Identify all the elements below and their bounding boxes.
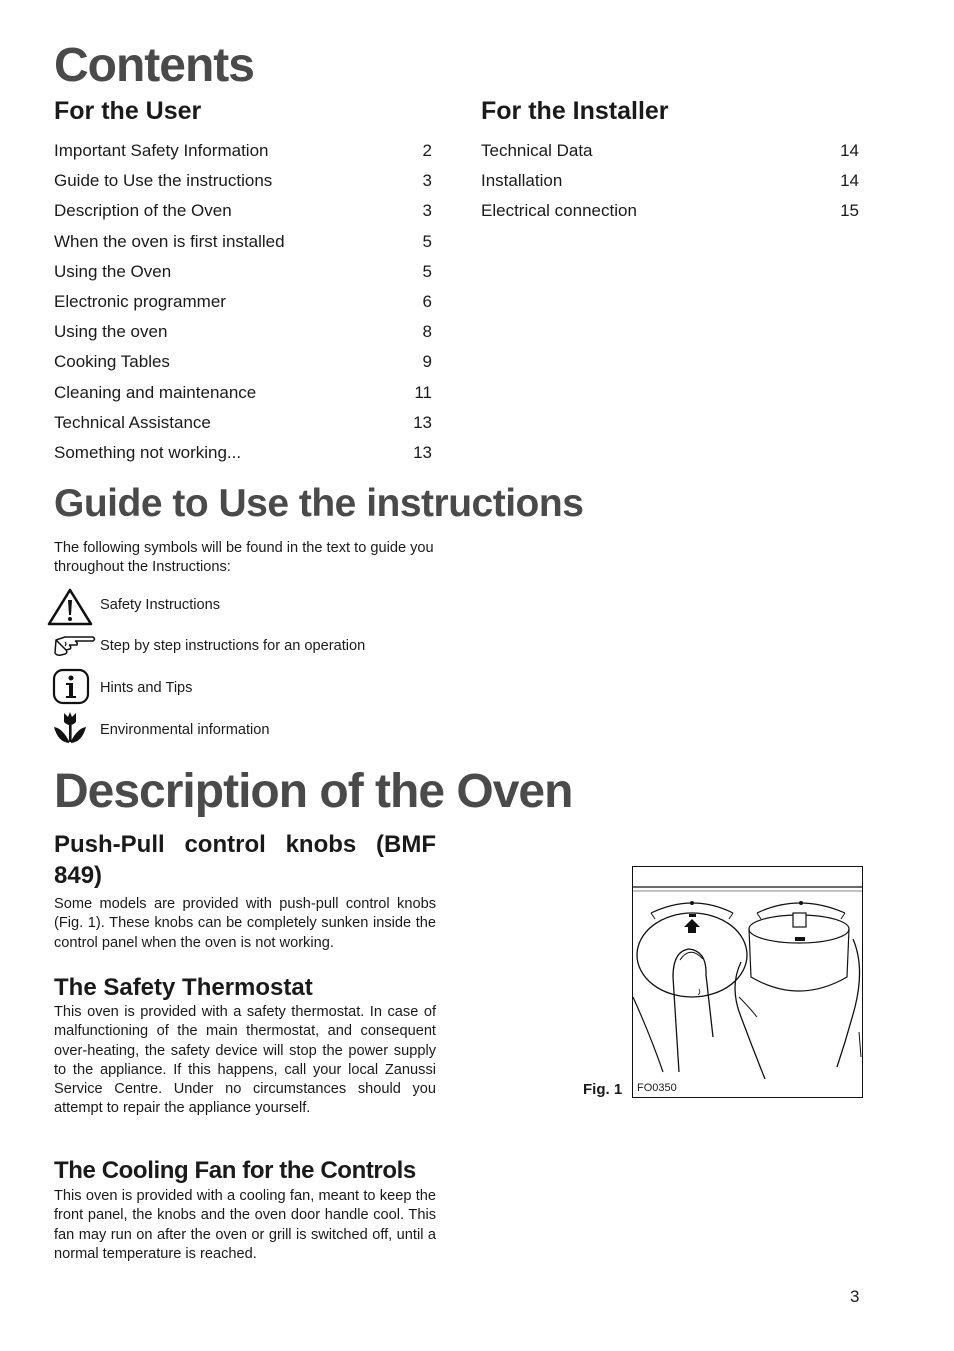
toc-page: 2 [422, 141, 432, 160]
section-title: Push-Pull control knobs (BMF 849) [54, 831, 436, 889]
toc-page: 9 [422, 352, 432, 371]
guide-intro: The following symbols will be found in the text to guide you throughout the Instructions: [54, 540, 434, 576]
toc-entry[interactable] [54, 231, 432, 253]
toc-entry[interactable] [54, 261, 432, 283]
push-pull-knobs-illustration [633, 867, 862, 1097]
info-icon [47, 668, 93, 708]
toc-entry[interactable] [481, 170, 859, 192]
toc-entry[interactable] [481, 140, 859, 162]
toc-entry[interactable] [54, 140, 432, 162]
page-number: 3 [850, 1287, 860, 1306]
symbol-label: Environmental information [100, 722, 270, 738]
toc-label: Cleaning and maintenance [54, 383, 257, 402]
toc-entry[interactable] [54, 351, 432, 373]
pointing-hand-icon [47, 628, 93, 668]
toc-entry[interactable] [54, 412, 432, 434]
toc-entry[interactable] [481, 200, 859, 222]
toc-label: Guide to Use the instructions [54, 171, 273, 190]
toc-label: Using the Oven [54, 262, 172, 281]
toc-page: 6 [422, 292, 432, 311]
toc-label: Electronic programmer [54, 292, 226, 311]
section-body: This oven is provided with a cooling fan, meant to keep the front panel, the knobs and the oven door handle cool. This fan may run on after the oven or grill is switched off, until a normal temperature is reached. [54, 1188, 436, 1262]
user-toc-heading: For the User [54, 97, 202, 125]
toc-entry[interactable] [54, 200, 432, 222]
description-heading: Description of the Oven [54, 765, 573, 818]
section-title: The Cooling Fan for the Controls [54, 1157, 416, 1184]
toc-page: 14 [840, 171, 859, 190]
toc-label: When the oven is first installed [54, 232, 285, 251]
flower-icon [47, 710, 93, 750]
toc-label: Electrical connection [481, 201, 637, 220]
toc-page: 8 [422, 322, 432, 341]
figure-code: FO0350 [637, 1082, 677, 1094]
toc-entry[interactable] [54, 382, 432, 404]
toc-entry[interactable] [54, 291, 432, 313]
toc-page: 13 [413, 443, 432, 462]
toc-label: Important Safety Information [54, 141, 269, 160]
section-body: This oven is provided with a safety thermostat. In case of malfunctioning of the main thermostat, and consequent over-heating, the safety device will stop the power supply to the appliance. If this happens, call your local Zanussi Service Centre. Under no circumstances should you attempt to repair the appliance yourself. [54, 1004, 436, 1117]
toc-page: 5 [422, 232, 432, 251]
guide-heading: Guide to Use the instructions [54, 482, 584, 525]
symbol-label: Hints and Tips [100, 680, 193, 696]
toc-page: 11 [414, 383, 432, 402]
section-title: The Safety Thermostat [54, 974, 313, 1001]
warning-triangle-icon [47, 587, 93, 627]
toc-entry[interactable] [54, 321, 432, 343]
symbol-label: Step by step instructions for an operation [100, 638, 366, 654]
toc-entry[interactable] [54, 442, 432, 464]
figure-label: Fig. 1 [583, 1081, 623, 1098]
toc-page: 3 [422, 171, 432, 190]
figure-1 [632, 866, 863, 1098]
section-body: Some models are provided with push-pull control knobs (Fig. 1). These knobs can be completely sunken inside the control panel when the oven is not working. [54, 896, 436, 951]
toc-label: Technical Data [481, 141, 593, 160]
toc-page: 5 [422, 262, 432, 281]
toc-entry[interactable] [54, 170, 432, 192]
toc-label: Using the oven [54, 322, 168, 341]
toc-label: Technical Assistance [54, 413, 211, 432]
toc-label: Installation [481, 171, 563, 190]
symbol-label: Safety Instructions [100, 597, 221, 613]
toc-page: 14 [840, 141, 859, 160]
installer-toc-heading: For the Installer [481, 97, 669, 125]
page-title: Contents [54, 39, 254, 92]
toc-label: Something not working... [54, 443, 242, 462]
toc-page: 13 [413, 413, 432, 432]
toc-page: 3 [422, 201, 432, 220]
toc-page: 15 [840, 201, 859, 220]
toc-label: Description of the Oven [54, 201, 232, 220]
toc-label: Cooking Tables [54, 352, 170, 371]
